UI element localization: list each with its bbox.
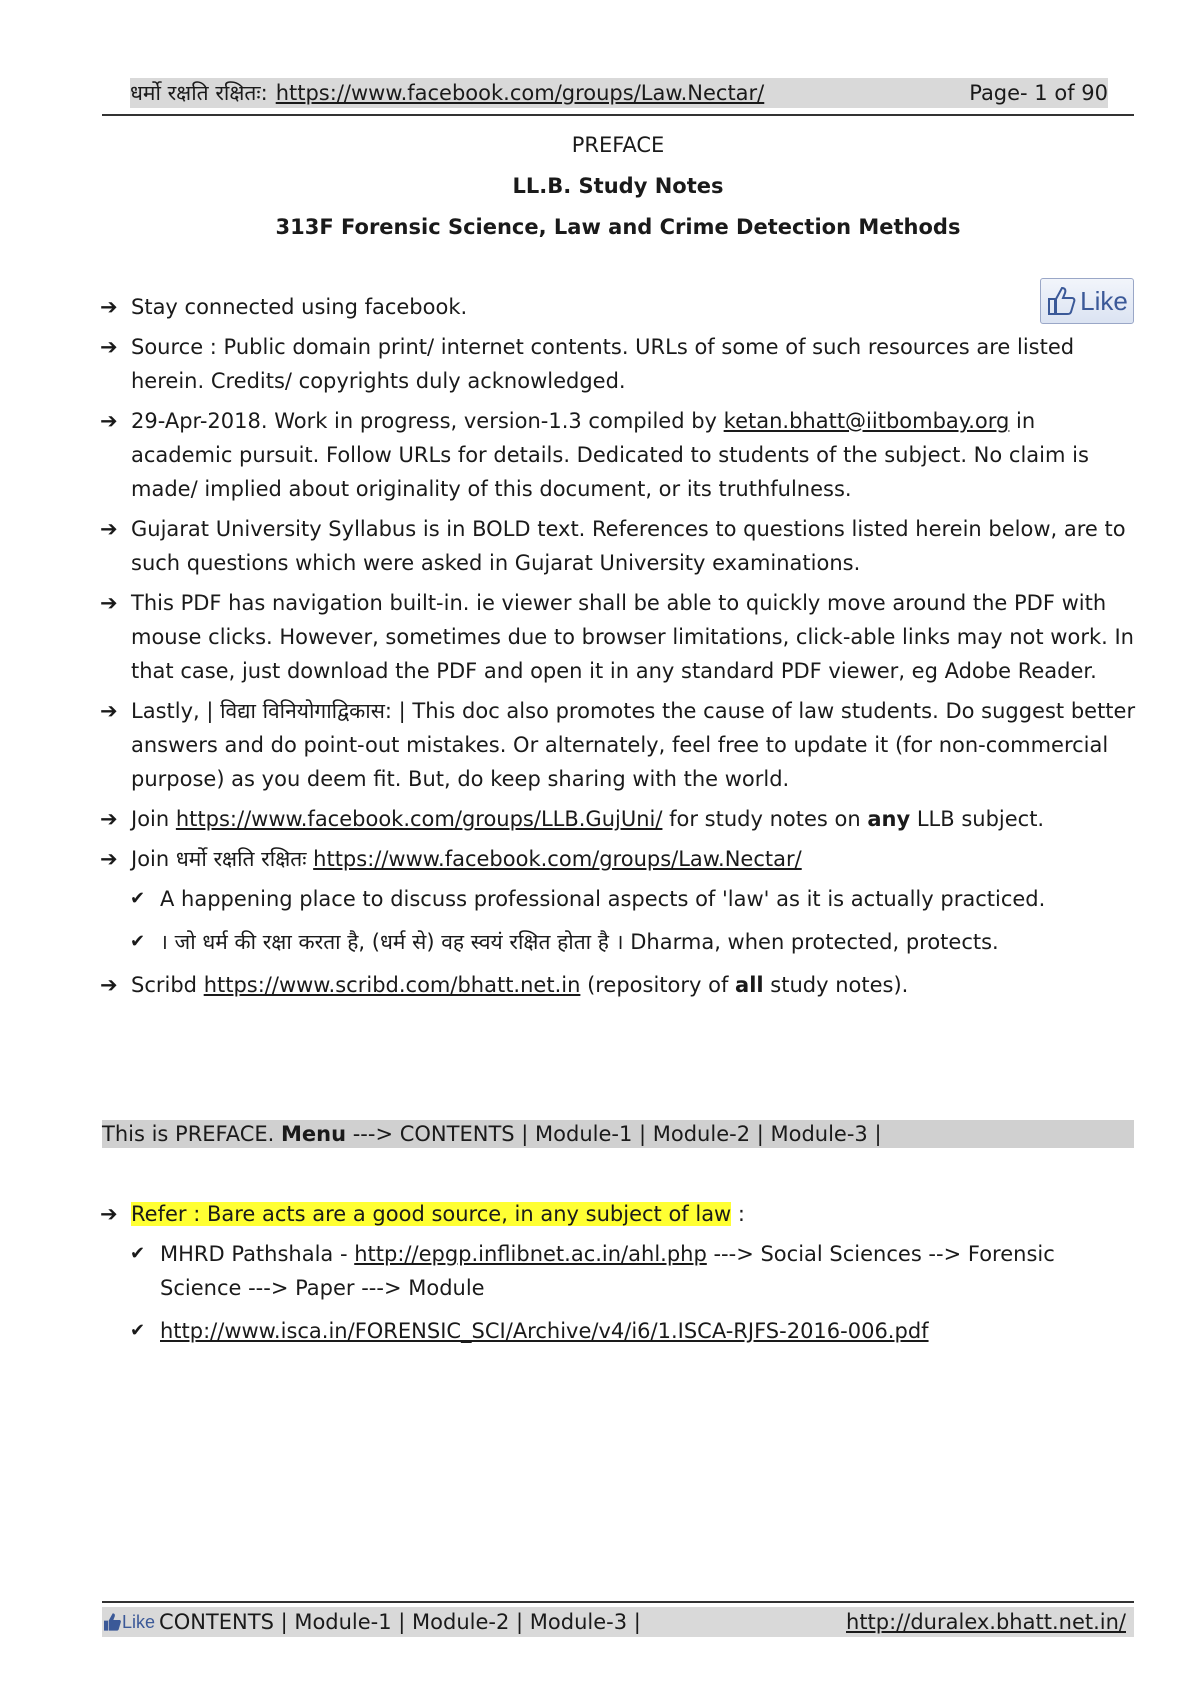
sub-item-isca xyxy=(100,1314,1140,1348)
isca-pdf-link[interactable]: http://www.isca.in/FORENSIC_SCI/Archive/v4/i6/1.ISCA-RJFS-2016-006.pdf xyxy=(160,1319,929,1343)
bullet-join-nectar xyxy=(100,842,1140,876)
refer-section xyxy=(100,1197,1140,1357)
page-footer xyxy=(102,1607,1134,1637)
menu-label: Menu xyxy=(281,1122,347,1146)
bullet-syllabus xyxy=(100,512,1140,580)
notes-title: LL.B. Study Notes xyxy=(512,174,724,198)
bullet-navigation xyxy=(100,586,1140,688)
bullet-text: LLB subject. xyxy=(910,807,1045,831)
check-icon: ✔ xyxy=(130,1243,146,1264)
header-rule xyxy=(102,114,1134,116)
bullet-text: Join xyxy=(131,807,176,831)
bullet-text: Lastly, | विद्या विनियोगाद्विकास: | This doc also promotes the cause of law students. Do suggest better answers and do point-out mistakes. Or alternately, feel free to update it (for non-commercial purpose) as you deem fit. But, do keep sharing with the world. xyxy=(131,699,1136,791)
bullet-lastly xyxy=(100,694,1140,796)
thumbs-up-icon xyxy=(1046,285,1076,317)
bullet-refer xyxy=(100,1197,1140,1231)
bullet-version xyxy=(100,404,1140,506)
bullet-text: Scribd xyxy=(131,973,204,997)
thumbs-up-icon xyxy=(102,1611,122,1633)
menu-bar xyxy=(102,1120,1134,1148)
arrow-icon: ➔ xyxy=(100,295,118,319)
subject-title: 313F Forensic Science, Law and Crime Detection Methods xyxy=(275,215,961,239)
bullet-text: Join धर्मो रक्षति रक्षितः xyxy=(131,847,314,871)
footer-nav-links[interactable]: CONTENTS | Module-1 | Module-2 | Module-3 | xyxy=(159,1610,641,1634)
header-group-link[interactable]: https://www.facebook.com/groups/Law.Nectar/ xyxy=(275,81,765,105)
arrow-icon: ➔ xyxy=(100,847,118,871)
like-button[interactable] xyxy=(1040,278,1134,324)
bullet-facebook xyxy=(100,286,1140,324)
nectar-group-link[interactable]: https://www.facebook.com/groups/Law.Nectar/ xyxy=(313,847,802,871)
menu-arrow: ---> xyxy=(346,1122,400,1146)
like-label: Like xyxy=(1080,286,1128,316)
bullet-text: study notes). xyxy=(763,973,909,997)
check-icon: ✔ xyxy=(130,1320,146,1341)
header-left xyxy=(130,79,764,107)
arrow-icon: ➔ xyxy=(100,699,118,723)
bullet-text: (repository of xyxy=(580,973,736,997)
bullet-join-llb xyxy=(100,802,1140,836)
arrow-icon: ➔ xyxy=(100,807,118,831)
menu-nav-links[interactable]: CONTENTS | Module-1 | Module-2 | Module-3 | xyxy=(399,1122,882,1146)
bullet-text: Gujarat University Syllabus is in BOLD text. References to questions listed herein below, are to such questions which were asked in Gujarat University examinations. xyxy=(131,517,1126,575)
email-link[interactable]: ketan.bhatt@iitbombay.org xyxy=(723,409,1010,433)
sub-item-mhrd xyxy=(100,1237,1140,1305)
arrow-icon: ➔ xyxy=(100,1202,118,1226)
arrow-icon: ➔ xyxy=(100,973,118,997)
footer-rule xyxy=(102,1601,1134,1603)
sub-item-text: MHRD Pathshala - xyxy=(160,1242,355,1266)
sub-item-dharma xyxy=(100,925,1140,959)
arrow-icon: ➔ xyxy=(100,335,118,359)
footer-like-button[interactable] xyxy=(102,1611,155,1633)
arrow-icon: ➔ xyxy=(100,409,118,433)
footer-like-label: Like xyxy=(122,1611,156,1632)
bullet-text: Stay connected using facebook. xyxy=(131,295,468,319)
title-block xyxy=(102,130,1134,253)
bold-any: any xyxy=(867,807,911,831)
sub-item-text: A happening place to discuss professional aspects of 'law' as it is actually practiced. xyxy=(160,887,1046,911)
highlighted-text: Refer : Bare acts are a good source, in any subject of law xyxy=(131,1202,732,1226)
sub-item-discuss xyxy=(100,882,1140,916)
page-number: Page- 1 of 90 xyxy=(969,81,1108,105)
arrow-icon: ➔ xyxy=(100,591,118,615)
bullet-text: Source : Public domain print/ internet contents. URLs of some of such resources are listed herein. Credits/ copyrights duly acknowledged. xyxy=(131,335,1075,393)
scribd-link[interactable]: https://www.scribd.com/bhatt.net.in xyxy=(203,973,581,997)
bold-all: all xyxy=(735,973,764,997)
llb-group-link[interactable]: https://www.facebook.com/groups/LLB.GujUni/ xyxy=(175,807,663,831)
bullet-text: 29-Apr-2018. Work in progress, version-1.3 compiled by xyxy=(131,409,724,433)
bullet-scribd xyxy=(100,968,1140,1002)
page-header xyxy=(130,78,1108,108)
check-icon: ✔ xyxy=(130,888,146,909)
footer-site-link[interactable]: http://duralex.bhatt.net.in/ xyxy=(846,1610,1126,1634)
bullet-source xyxy=(100,330,1140,398)
sub-item-text: । जो धर्म की रक्षा करता है, (धर्म से) वह स्वयं रक्षित होता है । Dharma, when protected, protects. xyxy=(160,930,999,954)
check-icon: ✔ xyxy=(130,931,146,952)
arrow-icon: ➔ xyxy=(100,517,118,541)
header-motto: धर्मो रक्षति रक्षितः: xyxy=(130,81,268,105)
bullet-text: for study notes on xyxy=(662,807,868,831)
epgp-link[interactable]: http://epgp.inflibnet.ac.in/ahl.php xyxy=(354,1242,707,1266)
bullet-text: in academic pursuit. Follow URLs for details. Dedicated to students of the subject. No claim is made/ implied about originality of this document, or its truthfulness. xyxy=(131,409,1089,501)
refer-colon: : xyxy=(731,1202,745,1226)
sub-item-text: ---> Social Sciences --> Forensic Science ---> Paper ---> Module xyxy=(160,1242,1055,1300)
preface-title: PREFACE xyxy=(571,133,665,157)
bullet-text: This PDF has navigation built-in. ie viewer shall be able to quickly move around the PDF with mouse clicks. However, sometimes due to browser limitations, click-able links may not work. In that case, just download the PDF and open it in any standard PDF viewer, eg Adobe Reader. xyxy=(131,591,1134,683)
preface-body xyxy=(100,286,1140,1008)
menu-intro: This is PREFACE. xyxy=(102,1122,281,1146)
